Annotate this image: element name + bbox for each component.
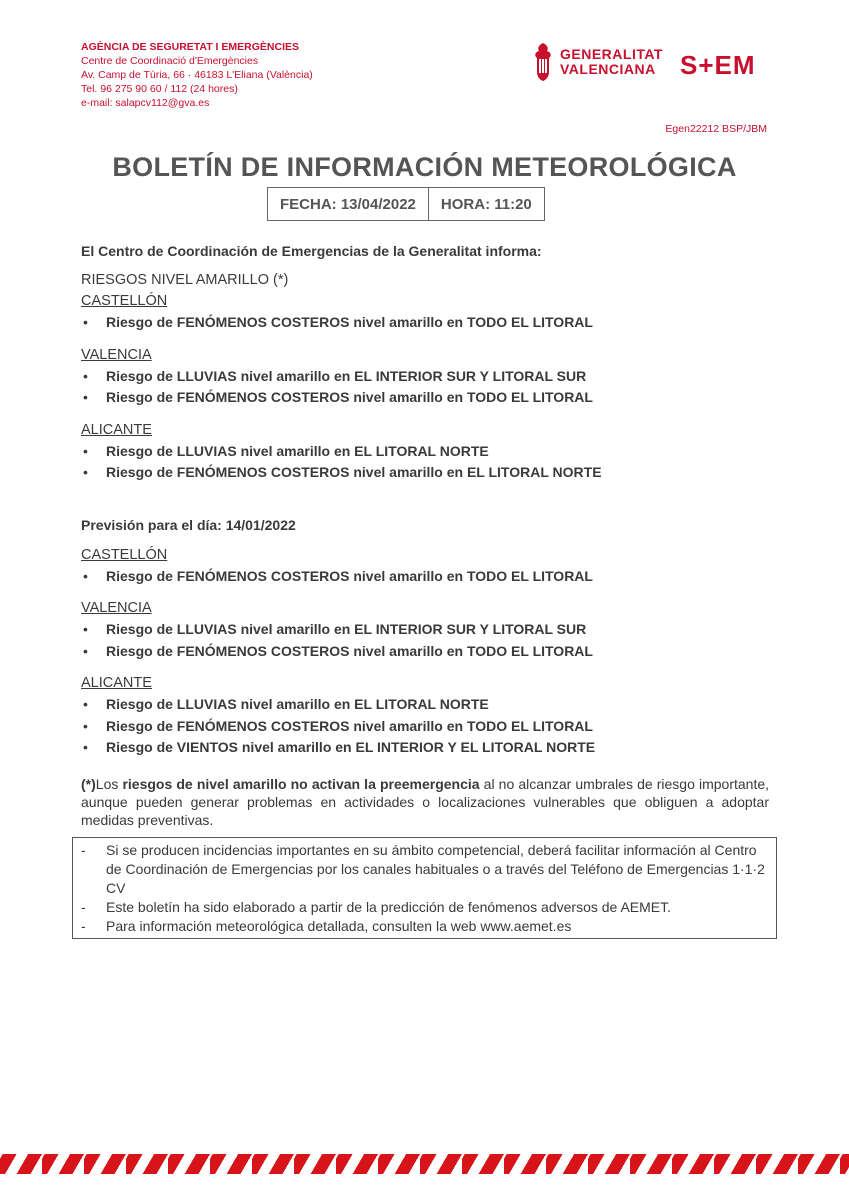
warning-tape <box>0 1154 849 1174</box>
info-row <box>73 917 776 936</box>
risk-list <box>81 566 769 588</box>
note-part1: Los <box>95 775 123 792</box>
yellow-level-note <box>81 775 769 829</box>
bulletin-content <box>81 240 769 939</box>
logo-line1: GENERALITAT <box>560 46 663 62</box>
generalitat-logo <box>532 42 663 82</box>
info-box <box>72 837 777 939</box>
risk-list <box>81 312 769 334</box>
dash: - <box>81 917 86 934</box>
note-asterisk: (*) <box>81 775 96 792</box>
province-alicante: ALICANTE <box>81 421 152 438</box>
risk-list <box>81 366 769 409</box>
time-label: HORA: 11:20 <box>428 188 544 220</box>
agency-address: Av. Camp de Túria, 66 · 46183 L'Eliana (València) <box>81 69 313 81</box>
agency-line: Centre de Coordinació d'Emergències <box>81 55 259 67</box>
info-text: Este boletín ha sido elaborado a partir de la predicción de fenómenos adversos de AEMET. <box>106 898 672 915</box>
risk-list <box>81 441 769 484</box>
province-valencia: VALENCIA <box>81 600 152 616</box>
province-alicante: ALICANTE <box>81 675 152 691</box>
note-bold: riesgos de nivel amarillo no activan la preemergencia <box>122 775 480 792</box>
coat-of-arms-icon <box>532 42 554 82</box>
sem-logo: S+EM <box>680 50 756 80</box>
risk-item: • Riesgo de LLUVIAS nivel amarillo en EL LITORAL NORTE <box>81 441 769 463</box>
risk-item: • Riesgo de FENÓMENOS COSTEROS nivel amarillo en EL LITORAL NORTE <box>81 462 769 484</box>
note-part2: al no alcanzar umbrales de riesgo importante, aunque pueden generar problemas en actividades o localizaciones vulnerables que obliguen a adoptar medidas preventivas. <box>81 775 770 828</box>
forecast-label: Previsión para el día: 14/01/2022 <box>81 516 296 533</box>
risk-item: • Riesgo de LLUVIAS nivel amarillo en EL LITORAL NORTE <box>81 694 769 716</box>
risk-item: • Riesgo de FENÓMENOS COSTEROS nivel amarillo en TODO EL LITORAL <box>81 387 769 409</box>
date-time-box <box>267 187 545 221</box>
info-row <box>73 898 776 917</box>
risk-list <box>81 694 769 759</box>
agency-phone: Tel. 96 275 90 60 / 112 (24 hores) <box>81 83 238 95</box>
page-title: BOLETÍN DE INFORMACIÓN METEOROLÓGICA <box>112 152 737 182</box>
risk-item: • Riesgo de FENÓMENOS COSTEROS nivel amarillo en TODO EL LITORAL <box>81 716 769 738</box>
agency-email: e-mail: salapcv112@gva.es <box>81 97 210 109</box>
province-castellon: CASTELLÓN <box>81 546 168 563</box>
date-label: FECHA: 13/04/2022 <box>280 195 416 213</box>
generalitat-text <box>560 47 663 77</box>
info-row <box>73 841 776 898</box>
risk-item: • Riesgo de LLUVIAS nivel amarillo en EL INTERIOR SUR Y LITORAL SUR <box>81 366 769 388</box>
risk-item: • Riesgo de LLUVIAS nivel amarillo en EL INTERIOR SUR Y LITORAL SUR <box>81 619 769 641</box>
info-text: Si se producen incidencias importantes en su ámbito competencial, deberá facilitar información al Centro de Coordinación de Emergencias por los canales habituales o a través del Teléfono de Emergencias 1·1·2 CV <box>106 841 765 896</box>
dash: - <box>81 898 86 915</box>
document-reference: Egen22212 BSP/JBM <box>665 123 767 135</box>
province-valencia: VALENCIA <box>81 346 152 363</box>
risk-item: • Riesgo de FENÓMENOS COSTEROS nivel amarillo en TODO EL LITORAL <box>81 312 769 334</box>
logo-line2: VALENCIANA <box>560 61 656 77</box>
risk-item: • Riesgo de FENÓMENOS COSTEROS nivel amarillo en TODO EL LITORAL <box>81 566 769 588</box>
intro-text: El Centro de Coordinación de Emergencias de la Generalitat informa: <box>81 243 542 259</box>
dash: - <box>81 841 86 858</box>
agency-name: AGÈNCIA DE SEGURETAT I EMERGÈNCIES <box>81 41 299 53</box>
province-castellon: CASTELLÓN <box>81 293 168 309</box>
info-text: Para información meteorológica detallada, consulten la web www.aemet.es <box>106 917 572 934</box>
risk-heading: RIESGOS NIVEL AMARILLO (*) <box>81 272 289 288</box>
risk-item: • Riesgo de VIENTOS nivel amarillo en EL INTERIOR Y EL LITORAL NORTE <box>81 737 769 759</box>
agency-block <box>81 40 313 110</box>
risk-item: • Riesgo de FENÓMENOS COSTEROS nivel amarillo en TODO EL LITORAL <box>81 641 769 663</box>
risk-list <box>81 619 769 662</box>
